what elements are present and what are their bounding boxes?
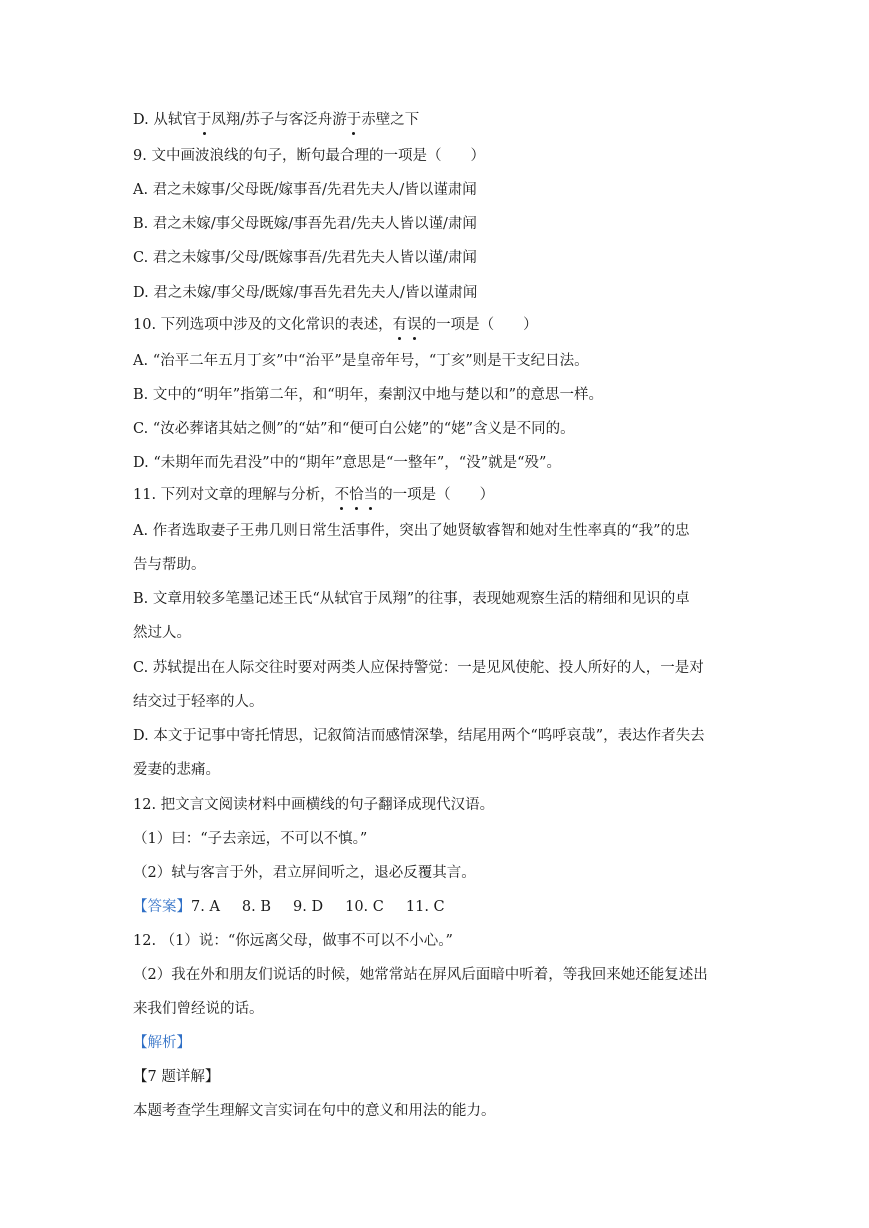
answer-item: 10. C <box>345 899 384 915</box>
q12-stem: 12. 把文言文阅读材料中画横线的句子翻译成现代汉语。 <box>133 797 495 813</box>
answer-12-part1: 12. （1）说：“你远离父母，做事不可以不小心。” <box>133 933 453 949</box>
q9-option-b: B. 君之未嫁/事父母既嫁/事吾先君/先夫人皆以谨/肃闻 <box>133 216 477 232</box>
answer-tag: 【答案】 <box>133 899 191 915</box>
q10-option-b: B. 文中的“明年”指第二年，和“明年，秦割汉中地与楚以和”的意思一样。 <box>133 387 604 403</box>
answer-12-part2-line2: 来我们曾经说的话。 <box>133 1001 264 1017</box>
answer-item: 7. A <box>191 899 220 915</box>
q10-option-c: C. “汝必葬诸其姑之侧”的“姑”和“便可白公姥”的“姥”含义是不同的。 <box>133 421 575 437</box>
q9-stem: 9. 文中画波浪线的句子，断句最合理的一项是（ ） <box>133 148 485 164</box>
q9-option-c: C. 君之未嫁事/父母/既嫁事吾/先君先夫人皆以谨/肃闻 <box>133 250 477 266</box>
q7-detail-text: 本题考查学生理解文言实词在句中的意义和用法的能力。 <box>133 1103 496 1119</box>
answer-item: 9. D <box>293 899 324 915</box>
emphasis-dot-char: 误 <box>407 317 422 333</box>
emphasis-dot-char: 于 <box>196 112 212 128</box>
answer-item: 11. C <box>405 899 445 915</box>
q11-option-c-line1: C. 苏轼提出在人际交往时要对两类人应保持警觉：一是见风使舵、投人所好的人，一是对 <box>133 660 704 676</box>
q10-stem: 10. 下列选项中涉及的文化常识的表述，有误的一项是（ ） <box>133 317 538 333</box>
q11-option-d-line2: 爱妻的悲痛。 <box>133 762 220 778</box>
emphasis-dot-char: 于 <box>346 112 362 128</box>
q12-sentence-1: （1）曰：“子去亲远，不可以不慎。” <box>133 831 368 847</box>
q7-detail-heading: 【7 题详解】 <box>133 1069 220 1085</box>
emphasis-dot-char: 当 <box>363 487 379 503</box>
q11-option-a-line1: A. 作者选取妻子王弗几则日常生活事件，突出了她贤敏睿智和她对生性率真的“我”的忠 <box>133 523 690 539</box>
q10-option-d: D. “未期年而先君没”中的“期年”意思是“一整年”，“没”就是“殁”。 <box>133 455 561 471</box>
emphasis-dot-char: 恰 <box>349 487 364 503</box>
q11-option-a-line2: 告与帮助。 <box>133 557 206 573</box>
q8-option-d: D. 从轼官于凤翔/苏子与客泛舟游于赤壁之下 <box>133 112 420 128</box>
answer-line <box>133 897 445 917</box>
q11-option-c-line2: 结交过于轻率的人。 <box>133 694 264 710</box>
answer-item: 8. B <box>241 899 272 915</box>
emphasis-dot-char: 不 <box>334 487 350 503</box>
answer-12-part2-line1: （2）我在外和朋友们说话的时候，她常常站在屏风后面暗中听着，等我回来她还能复述出 <box>133 967 708 983</box>
q9-option-a: A. 君之未嫁事/父母既/嫁事吾/先君先夫人/皆以谨肃闻 <box>133 182 477 198</box>
q9-option-d: D. 君之未嫁/事父母/既嫁/事吾先君先夫人/皆以谨肃闻 <box>133 285 478 301</box>
emphasis-dot-char: 有 <box>392 317 408 333</box>
q10-option-a: A. “治平二年五月丁亥”中“治平”是皇帝年号，“丁亥”则是干支纪日法。 <box>133 353 589 369</box>
q11-option-b-line2: 然过人。 <box>133 625 191 641</box>
q12-sentence-2: （2）轼与客言于外，君立屏间听之，退必反覆其言。 <box>133 865 476 881</box>
q11-stem: 11. 下列对文章的理解与分析，不恰当的一项是（ ） <box>133 487 495 503</box>
analysis-tag: 【解析】 <box>133 1035 191 1051</box>
q11-option-b-line1: B. 文章用较多笔墨记述王氏“从轼官于凤翔”的往事，表现她观察生活的精细和见识的卓 <box>133 591 690 607</box>
q11-option-d-line1: D. 本文于记事中寄托情思，记叙简洁而感情深挚，结尾用两个“呜呼哀哉”，表达作者失去 <box>133 728 705 744</box>
